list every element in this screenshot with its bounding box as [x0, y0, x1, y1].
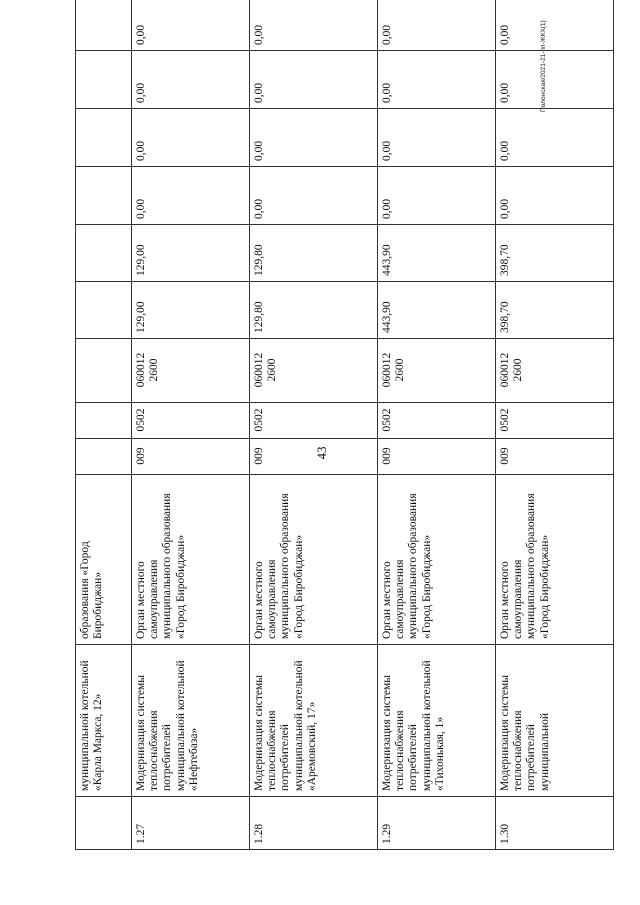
total-amount-cell — [76, 282, 132, 339]
year-amount-cell: 129,80 — [250, 225, 378, 282]
total-amount-cell: 443,90 — [378, 282, 496, 339]
total-amount-cell: 129,00 — [132, 282, 250, 339]
year-amount-cell: 443,90 — [378, 225, 496, 282]
target-article-cell — [76, 339, 132, 403]
funding-cell-6: 0,00 — [378, 0, 496, 51]
program-table — [75, 0, 614, 850]
funding-cell-6 — [76, 0, 132, 51]
grbs-code-cell: 009 — [378, 439, 496, 475]
row-number-cell: 1.29 — [378, 797, 496, 850]
funding-cell-4: 0,00 — [496, 109, 614, 167]
section-code-cell: 0502 — [250, 403, 378, 439]
total-amount-cell: 129,80 — [250, 282, 378, 339]
section-code-cell: 0502 — [132, 403, 250, 439]
event-name-cell: Модернизация системы теплоснабжения потребителей муниципальной котельной «Тихонькая, 1» — [378, 645, 496, 797]
grbs-code-cell: 009 — [496, 439, 614, 475]
table-row — [76, 0, 132, 850]
executor-cell: Орган местного самоуправления муниципального образования «Город Биробиджан» — [250, 475, 378, 645]
row-number-cell: 1.28 — [250, 797, 378, 850]
file-stamp: Полонская/2021-21-пп-ЖКХ(1) — [540, 20, 547, 112]
table-row — [496, 0, 614, 850]
funding-cell-3: 0,00 — [132, 167, 250, 225]
target-article-cell: 060012 2600 — [132, 339, 250, 403]
table-row — [378, 0, 496, 850]
row-number-cell: 1.27 — [132, 797, 250, 850]
year-amount-cell — [76, 225, 132, 282]
target-article-cell: 060012 2600 — [378, 339, 496, 403]
row-number-cell: 1.30 — [496, 797, 614, 850]
funding-cell-5: 0,00 — [496, 51, 614, 109]
funding-cell-5: 0,00 — [132, 51, 250, 109]
funding-cell-3: 0,00 — [250, 167, 378, 225]
event-name-cell: Модернизация системы теплоснабжения потребителей муниципальной котельной «Аремовский, 17» — [250, 645, 378, 797]
executor-cell: образования «Город Биробиджан» — [76, 475, 132, 645]
funding-cell-4: 0,00 — [378, 109, 496, 167]
funding-cell-4 — [76, 109, 132, 167]
table-row — [132, 0, 250, 850]
funding-cell-3: 0,00 — [378, 167, 496, 225]
table-row — [250, 0, 378, 850]
funding-cell-6: 0,00 — [496, 0, 614, 51]
funding-cell-6: 0,00 — [250, 0, 378, 51]
year-amount-cell: 398,70 — [496, 225, 614, 282]
executor-cell: Орган местного самоуправления муниципального образования «Город Биробиджан» — [378, 475, 496, 645]
grbs-code-cell — [76, 439, 132, 475]
page-number: 43 — [314, 446, 329, 460]
grbs-code-cell: 009 — [132, 439, 250, 475]
section-code-cell: 0502 — [378, 403, 496, 439]
funding-cell-6: 0,00 — [132, 0, 250, 51]
rotated-table-wrapper — [75, 15, 615, 850]
funding-cell-5 — [76, 51, 132, 109]
funding-cell-5: 0,00 — [250, 51, 378, 109]
event-name-cell: Модернизация системы теплоснабжения потребителей муниципальной — [496, 645, 614, 797]
row-number-cell — [76, 797, 132, 850]
executor-cell: Орган местного самоуправления муниципального образования «Город Биробиджан» — [496, 475, 614, 645]
table-body — [76, 0, 614, 850]
event-name-cell: Модернизация системы теплоснабжения потребителей муниципальной котельной «Нефтебаза» — [132, 645, 250, 797]
funding-cell-3: 0,00 — [496, 167, 614, 225]
target-article-cell: 060012 2600 — [250, 339, 378, 403]
year-amount-cell: 129,00 — [132, 225, 250, 282]
section-code-cell — [76, 403, 132, 439]
executor-cell: Орган местного самоуправления муниципального образования «Город Биробиджан» — [132, 475, 250, 645]
funding-cell-4: 0,00 — [250, 109, 378, 167]
event-name-cell: муниципальной котельной «Карла Маркса, 12» — [76, 645, 132, 797]
funding-cell-5: 0,00 — [378, 51, 496, 109]
total-amount-cell: 398,70 — [496, 282, 614, 339]
funding-cell-3 — [76, 167, 132, 225]
target-article-cell: 060012 2600 — [496, 339, 614, 403]
section-code-cell: 0502 — [496, 403, 614, 439]
funding-cell-4: 0,00 — [132, 109, 250, 167]
grbs-code-cell: 009 — [250, 439, 378, 475]
